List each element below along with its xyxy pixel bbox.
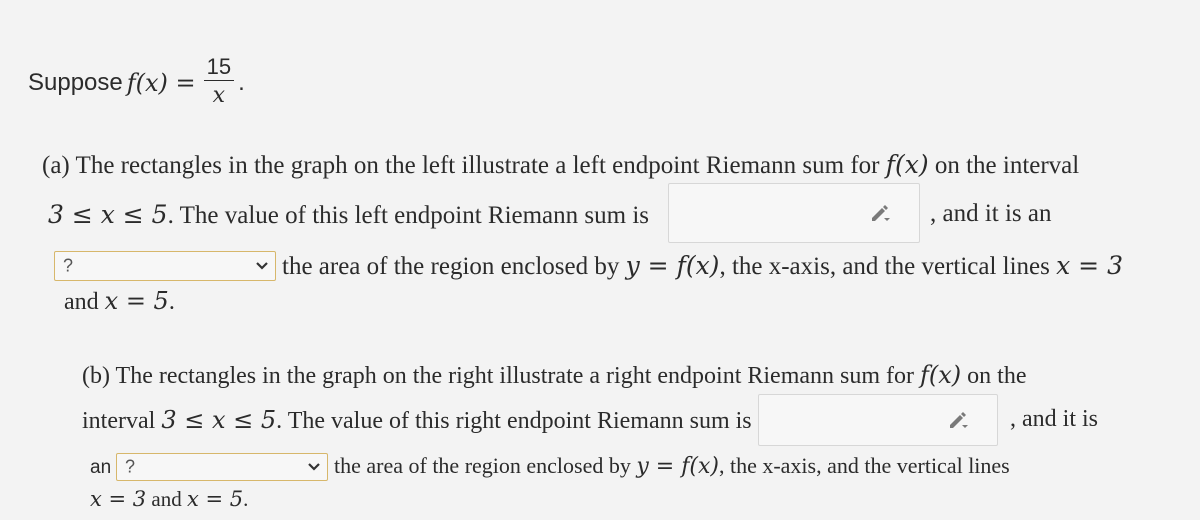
pencil-icon[interactable] [947,411,969,429]
chevron-down-icon [255,261,269,271]
statement-period: . [238,68,245,96]
part-a-line1 [42,150,1079,180]
part-b-question: . The value of this right endpoint Riemann sum is [276,408,752,434]
part-a-x5: x = 5 [104,287,169,315]
fraction-denominator: x [212,83,226,108]
part-b-after-box: , and it is [1010,406,1098,432]
part-b-and: and [146,487,187,511]
part-b-x3: x = 3 [90,487,147,511]
part-a-after-box: , and it is an [930,200,1052,227]
part-b-on-the: on the [961,363,1027,389]
part-b-bounds-text: , the x-axis, and the vertical lines [718,453,1010,478]
part-b-line3 [334,453,1010,479]
part-b-an-label: an [90,457,112,478]
fraction [204,54,234,111]
part-b-text: (b) The rectangles in the graph on the right illustrate a right endpoint Riemann sum for [82,363,921,389]
part-a-period: . [168,289,175,315]
part-b-line4 [90,487,248,512]
part-b-select-value: ? [125,456,136,477]
pencil-icon[interactable] [869,204,891,222]
part-a-question: . The value of this left endpoint Riemann sum is [167,202,650,229]
part-a-and: and [64,289,105,315]
part-a-answer-input[interactable] [668,183,920,243]
part-a-interval-label: on the interval [928,152,1080,179]
part-a-bounds-text: , the x-axis, and the vertical lines [719,253,1057,280]
part-b-period: . [243,487,249,511]
part-a-x3: x = 3 [1056,251,1123,280]
part-a-curve: y = f(x) [625,251,720,280]
part-b-fx: f(x) [920,361,962,389]
part-b-curve: y = f(x) [636,454,719,479]
part-b-comparison-select[interactable] [116,453,328,481]
part-a-fx: f(x) [885,150,929,179]
part-a-interval: 3 ≤ x ≤ 5 [48,200,168,229]
suppose-label: Suppose [28,68,123,96]
part-b-line2 [82,406,752,435]
part-a-text: (a) The rectangles in the graph on the left illustrate a left endpoint Riemann sum for [42,152,886,179]
part-a-line4 [64,287,175,316]
fraction-numerator: 15 [204,54,234,81]
function-name: f(x) = [126,68,196,97]
part-a-comparison-select[interactable] [54,251,276,281]
part-b-area-text: the area of the region enclosed by [334,453,637,478]
part-b-answer-input[interactable] [758,394,998,446]
part-b-x5: x = 5 [186,487,244,511]
part-a-select-value: ? [63,255,74,276]
part-a-line2 [48,200,649,230]
part-b-interval-label: interval [82,408,162,434]
part-a-area-text: the area of the region enclosed by [282,253,626,280]
part-a-line3 [282,251,1123,281]
chevron-down-icon [307,462,321,472]
part-b-line1 [82,361,1027,390]
problem-statement [28,54,245,111]
part-b-interval: 3 ≤ x ≤ 5 [161,406,277,434]
